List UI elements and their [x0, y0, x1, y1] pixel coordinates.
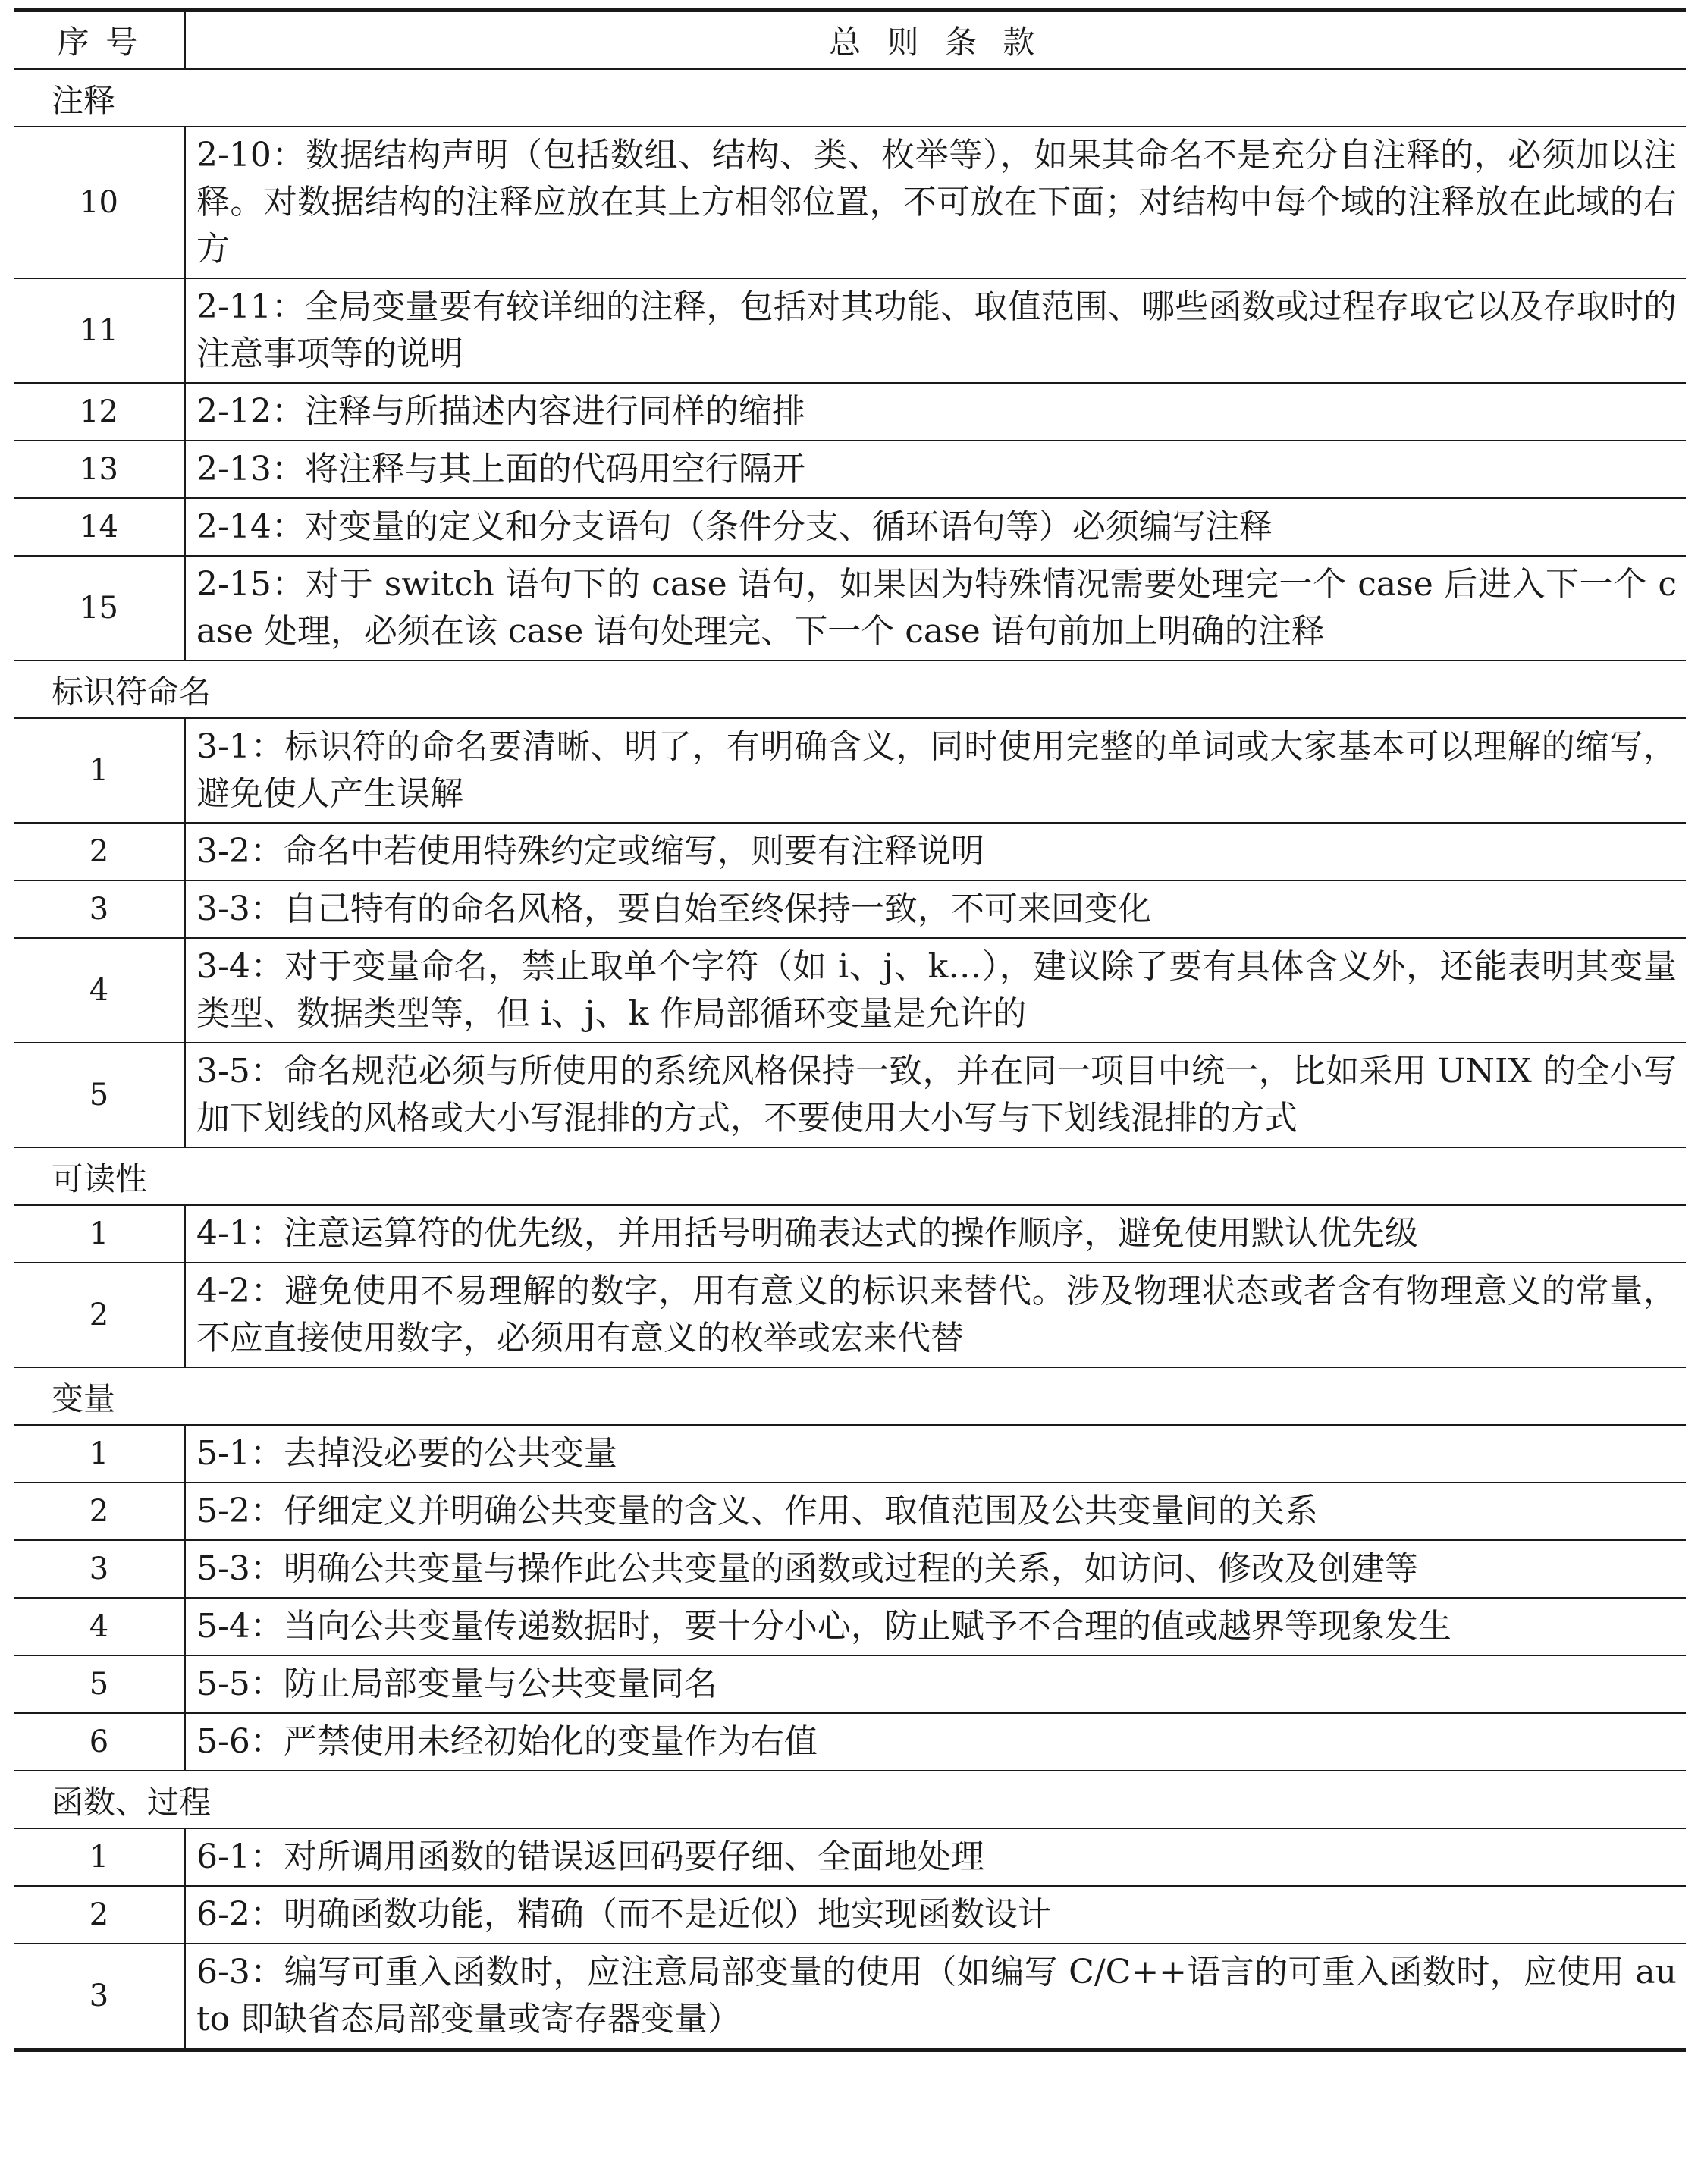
row-clause: 2-15：对于 switch 语句下的 case 语句，如果因为特殊情况需要处理完一个 case 后进入下一个 case 处理，必须在该 case 语句处理完、下一个 case 语句前加上明确的注释	[185, 556, 1686, 661]
section-title: 标识符命名	[14, 661, 1686, 718]
row-number: 2	[14, 1886, 185, 1944]
row-number: 1	[14, 1828, 185, 1886]
row-clause: 3-4：对于变量命名，禁止取单个字符（如 i、j、k…），建议除了要有具体含义外，还能表明其变量类型、数据类型等，但 i、j、k 作局部循环变量是允许的	[185, 938, 1686, 1043]
table-row	[14, 1425, 1686, 1483]
row-clause: 2-12：注释与所描述内容进行同样的缩排	[185, 383, 1686, 441]
document-page	[14, 8, 1686, 2052]
row-clause: 5-1：去掉没必要的公共变量	[185, 1425, 1686, 1483]
rules-table	[14, 8, 1686, 2052]
table-row	[14, 278, 1686, 383]
row-clause: 5-6：严禁使用未经初始化的变量作为右值	[185, 1713, 1686, 1771]
table-header-row	[14, 10, 1686, 69]
table-row	[14, 441, 1686, 498]
row-number: 15	[14, 556, 185, 661]
section-title: 注释	[14, 69, 1686, 127]
row-number: 3	[14, 1540, 185, 1598]
table-row	[14, 556, 1686, 661]
row-clause: 2-11：全局变量要有较详细的注释，包括对其功能、取值范围、哪些函数或过程存取它以及存取时的注意事项等的说明	[185, 278, 1686, 383]
row-number: 1	[14, 1425, 185, 1483]
row-clause: 2-10：数据结构声明（包括数组、结构、类、枚举等），如果其命名不是充分自注释的，必须加以注释。对数据结构的注释应放在其上方相邻位置，不可放在下面；对结构中每个域的注释放在此域的右方	[185, 127, 1686, 278]
row-number: 12	[14, 383, 185, 441]
row-number: 4	[14, 1598, 185, 1655]
table-row	[14, 1598, 1686, 1655]
table-row	[14, 1263, 1686, 1367]
table-row	[14, 938, 1686, 1043]
row-number: 10	[14, 127, 185, 278]
table-row	[14, 1205, 1686, 1263]
row-number: 3	[14, 1944, 185, 2050]
row-number: 2	[14, 1263, 185, 1367]
row-clause: 3-3：自己特有的命名风格，要自始至终保持一致，不可来回变化	[185, 880, 1686, 938]
table-row	[14, 1540, 1686, 1598]
row-clause: 3-5：命名规范必须与所使用的系统风格保持一致，并在同一项目中统一，比如采用 UNIX 的全小写加下划线的风格或大小写混排的方式，不要使用大小写与下划线混排的方式	[185, 1043, 1686, 1147]
section-title: 可读性	[14, 1147, 1686, 1205]
row-clause: 6-2：明确函数功能，精确（而不是近似）地实现函数设计	[185, 1886, 1686, 1944]
table-row	[14, 1483, 1686, 1540]
row-clause: 6-3：编写可重入函数时，应注意局部变量的使用（如编写 C/C++语言的可重入函数时，应使用 auto 即缺省态局部变量或寄存器变量）	[185, 1944, 1686, 2050]
row-number: 1	[14, 718, 185, 823]
row-clause: 3-1：标识符的命名要清晰、明了，有明确含义，同时使用完整的单词或大家基本可以理解的缩写，避免使人产生误解	[185, 718, 1686, 823]
row-number: 11	[14, 278, 185, 383]
section-row-readability	[14, 1147, 1686, 1205]
row-clause: 5-2：仔细定义并明确公共变量的含义、作用、取值范围及公共变量间的关系	[185, 1483, 1686, 1540]
row-number: 14	[14, 498, 185, 556]
column-header-number: 序 号	[14, 10, 185, 69]
table-row	[14, 383, 1686, 441]
table-row	[14, 1828, 1686, 1886]
row-number: 4	[14, 938, 185, 1043]
row-number: 2	[14, 1483, 185, 1540]
row-number: 1	[14, 1205, 185, 1263]
row-clause: 2-13：将注释与其上面的代码用空行隔开	[185, 441, 1686, 498]
table-row	[14, 1944, 1686, 2050]
section-row-functions	[14, 1771, 1686, 1828]
table-row	[14, 823, 1686, 880]
row-number: 5	[14, 1655, 185, 1713]
row-clause: 5-5：防止局部变量与公共变量同名	[185, 1655, 1686, 1713]
row-clause: 5-4：当向公共变量传递数据时，要十分小心，防止赋予不合理的值或越界等现象发生	[185, 1598, 1686, 1655]
row-number: 6	[14, 1713, 185, 1771]
table-row	[14, 1713, 1686, 1771]
table-row	[14, 498, 1686, 556]
row-clause: 5-3：明确公共变量与操作此公共变量的函数或过程的关系，如访问、修改及创建等	[185, 1540, 1686, 1598]
row-clause: 4-2：避免使用不易理解的数字，用有意义的标识来替代。涉及物理状态或者含有物理意义的常量，不应直接使用数字，必须用有意义的枚举或宏来代替	[185, 1263, 1686, 1367]
table-row	[14, 880, 1686, 938]
row-number: 13	[14, 441, 185, 498]
column-header-clause: 总 则 条 款	[185, 10, 1686, 69]
row-clause: 2-14：对变量的定义和分支语句（条件分支、循环语句等）必须编写注释	[185, 498, 1686, 556]
table-row	[14, 1886, 1686, 1944]
table-row	[14, 1655, 1686, 1713]
row-clause: 4-1：注意运算符的优先级，并用括号明确表达式的操作顺序，避免使用默认优先级	[185, 1205, 1686, 1263]
table-row	[14, 1043, 1686, 1147]
section-title: 函数、过程	[14, 1771, 1686, 1828]
section-title: 变量	[14, 1367, 1686, 1425]
section-row-comments	[14, 69, 1686, 127]
section-row-identifier-naming	[14, 661, 1686, 718]
section-row-variables	[14, 1367, 1686, 1425]
table-row	[14, 127, 1686, 278]
row-number: 2	[14, 823, 185, 880]
row-clause: 3-2：命名中若使用特殊约定或缩写，则要有注释说明	[185, 823, 1686, 880]
row-number: 3	[14, 880, 185, 938]
table-row	[14, 718, 1686, 823]
row-number: 5	[14, 1043, 185, 1147]
row-clause: 6-1：对所调用函数的错误返回码要仔细、全面地处理	[185, 1828, 1686, 1886]
